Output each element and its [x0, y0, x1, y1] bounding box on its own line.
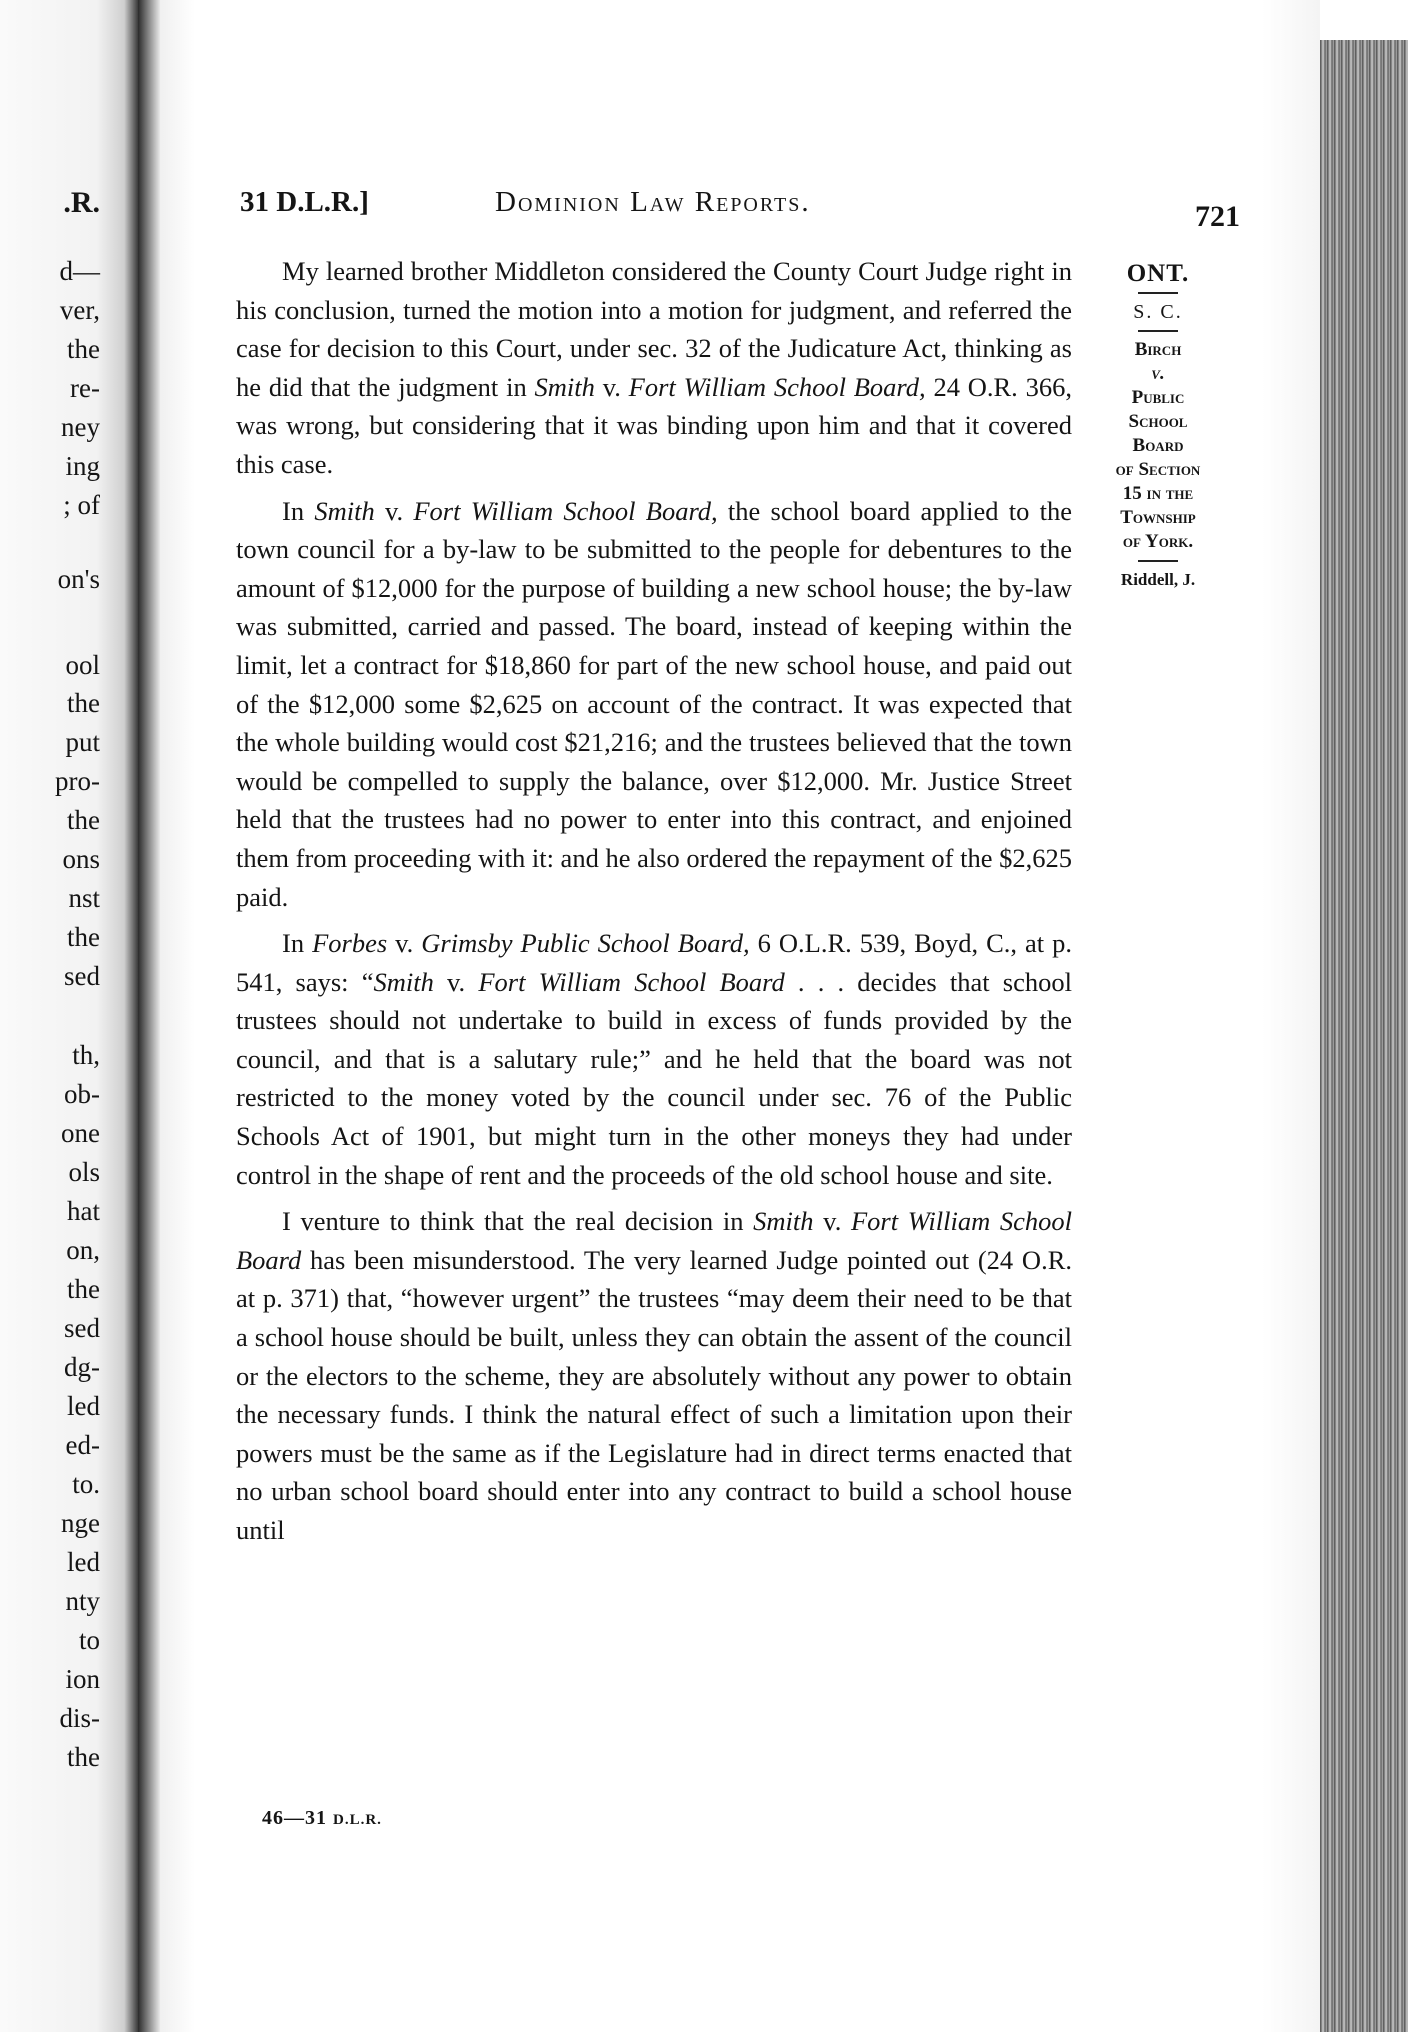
case-title-line: Public [1131, 387, 1185, 408]
running-head [240, 186, 1240, 233]
facing-page-fragment: put [65, 727, 100, 757]
divider [1138, 330, 1178, 332]
text-run: v. [374, 495, 414, 526]
facing-page-fragment: to [78, 1625, 100, 1655]
jurisdiction-label: ONT. [1126, 260, 1190, 287]
facing-page-fragment: ols [68, 1157, 100, 1187]
facing-page-fragment: ed- [65, 1430, 100, 1460]
facing-page-fragment: sed [64, 961, 100, 991]
case-name-italic: Fort William School Board, [413, 495, 718, 526]
signature-mark [262, 1807, 382, 1830]
running-title: Dominion Law Reports. [495, 186, 811, 218]
case-title-line: of Section [1115, 459, 1201, 480]
facing-page-fragment: led [67, 1547, 100, 1577]
text-run: In [282, 495, 315, 526]
text-run: v. [387, 928, 422, 959]
facing-page-fragment: hat [67, 1196, 100, 1226]
signature-abbr: D.L.R. [333, 1812, 382, 1828]
margin-sidenote [1090, 262, 1226, 592]
case-title-line: Birch [1134, 339, 1182, 360]
case-title-line: Township [1120, 507, 1196, 528]
text-run: v. [433, 966, 479, 997]
page-edge-top [1320, 0, 1408, 40]
case-title-line: Board [1132, 435, 1184, 456]
facing-page-fragment: nge [61, 1508, 100, 1538]
case-name-italic: Fort William School Board [236, 1206, 1073, 1275]
facing-page-left [0, 0, 138, 2032]
case-title-line: of York. [1122, 531, 1194, 552]
text-run: . . . decides that school trustees should not undertake to build in excess of funds provided by the council, and that is a salutary rule;” and he held that the board was not restricted to the money voted by the council under sec. 76 of the Public Schools Act of 1901, but might turn in the other moneys they had under control in the shape of rent and the proceeds of the old school house and site. [236, 966, 1072, 1190]
divider [1138, 292, 1178, 294]
facing-page-fragment: the [67, 1742, 100, 1772]
book-gutter [138, 0, 160, 2032]
case-title-line: 15 in the [1122, 483, 1194, 504]
body-text [236, 252, 1072, 1558]
text-run: My learned brother Middleton considered the County Court Judge right in his conclusion, turned the motion into a motion for judgment, and referred the case for decision to this Court, under sec. 32 of the Judicature Act, thinking as he did that the judgment in [236, 256, 1072, 402]
facing-page-fragment: the [67, 922, 100, 952]
facing-page-fragment: pro- [55, 766, 100, 796]
case-name-italic: Fort William School Board, [628, 371, 926, 402]
facing-page-fragment: ing [65, 451, 100, 481]
facing-page-fragment: dg- [64, 1352, 100, 1382]
text-run: v. [594, 371, 629, 402]
volume-reference: 31 D.L.R.] [240, 186, 369, 218]
facing-page-fragment: ; of [63, 490, 100, 520]
case-name-italic: Grimsby Public School Board, [421, 928, 750, 959]
facing-page-fragment: nty [65, 1586, 100, 1616]
page-edge-leaves [1320, 40, 1408, 2032]
case-name-italic: Smith [753, 1206, 814, 1237]
facing-page-fragment: nst [68, 883, 100, 913]
text-run: In [282, 928, 313, 959]
facing-page-fragment: to. [72, 1469, 100, 1499]
divider [1138, 560, 1178, 562]
paragraph [236, 924, 1072, 1194]
page-number: 721 [1195, 200, 1240, 233]
facing-page-fragment: .R. [63, 186, 100, 219]
case-name-italic: Smith [373, 966, 434, 997]
paragraph [236, 492, 1072, 917]
facing-page-fragment: d— [59, 256, 100, 286]
case-title-line: v. [1151, 363, 1165, 384]
facing-page-fragment: re- [70, 373, 100, 403]
facing-page-fragment: led [67, 1391, 100, 1421]
facing-page-fragment: on, [66, 1235, 100, 1265]
case-name-italic: Forbes [312, 928, 388, 959]
facing-page-fragment: ons [62, 844, 100, 874]
text-run: 24 O.R. 366, was wrong, but considering that it was binding upon him and that it covered this case. [236, 371, 1072, 479]
text-run: has been misunderstood. The very learned Judge pointed out (24 O.R. at p. 371) that, “however urgent” the trustees “may deem their need to be that a school house should be built, unless they can obtain the assent of the council or the electors to the scheme, they are absolutely without any power to obtain the necessary funds. I think the natural effect of such a limitation upon their powers must be the same as if the Legislature had in direct terms enacted that no urban school board should enter into any contract to build a school house until [236, 1244, 1072, 1545]
judge-label: Riddell, J. [1120, 570, 1196, 589]
case-title [1090, 338, 1226, 554]
facing-page-fragment: ver, [59, 295, 100, 325]
court-label: S. C. [1133, 301, 1183, 323]
facing-page-fragment: sed [64, 1313, 100, 1343]
facing-page-fragment: dis- [59, 1703, 100, 1733]
paragraph [236, 1202, 1072, 1549]
facing-page-fragment: th, [72, 1040, 100, 1070]
signature-number: 46—31 [262, 1807, 327, 1829]
case-title-line: School [1128, 411, 1188, 432]
facing-page-fragment: the [67, 805, 100, 835]
facing-page-fragment: ob- [64, 1079, 100, 1109]
paragraph [236, 252, 1072, 484]
facing-page-fragment: on's [57, 564, 100, 594]
text-run: I venture to think that the real decision in [282, 1206, 754, 1237]
facing-page-fragment: the [67, 1274, 100, 1304]
case-name-italic: Smith [534, 371, 595, 402]
facing-page-fragment: one [61, 1118, 100, 1148]
facing-page-fragment: the [67, 334, 100, 364]
facing-page-fragment: ion [65, 1664, 100, 1694]
text-run: 6 O.L.R. 539, Boyd, C., at p. 541, says: “ [236, 928, 1073, 997]
text-run: the school board applied to the town council for a by-law to be submitted to the people for debentures to the amount of $12,000 for the purpose of building a new school house; the by-law was submitted, carried and passed. The board, instead of keeping within the limit, let a contract for $18,860 for part of the new school house, and paid out of the $12,000 some $2,625 on account of the contract. It was expected that the whole building would cost $21,216; and the trustees believed that the town would be compelled to supply the balance, over $12,000. Mr. Justice Street held that the trustees had no power to enter into this contract, and enjoined them from proceeding with it: and he also ordered the repayment of the $2,625 paid. [236, 495, 1072, 912]
facing-page-fragment: the [67, 688, 100, 718]
facing-page-fragment: ool [65, 650, 100, 680]
case-name-italic: Fort William School Board [478, 966, 785, 997]
text-run: v. [813, 1206, 851, 1237]
case-name-italic: Smith [314, 495, 375, 526]
facing-page-fragment: ney [61, 412, 100, 442]
